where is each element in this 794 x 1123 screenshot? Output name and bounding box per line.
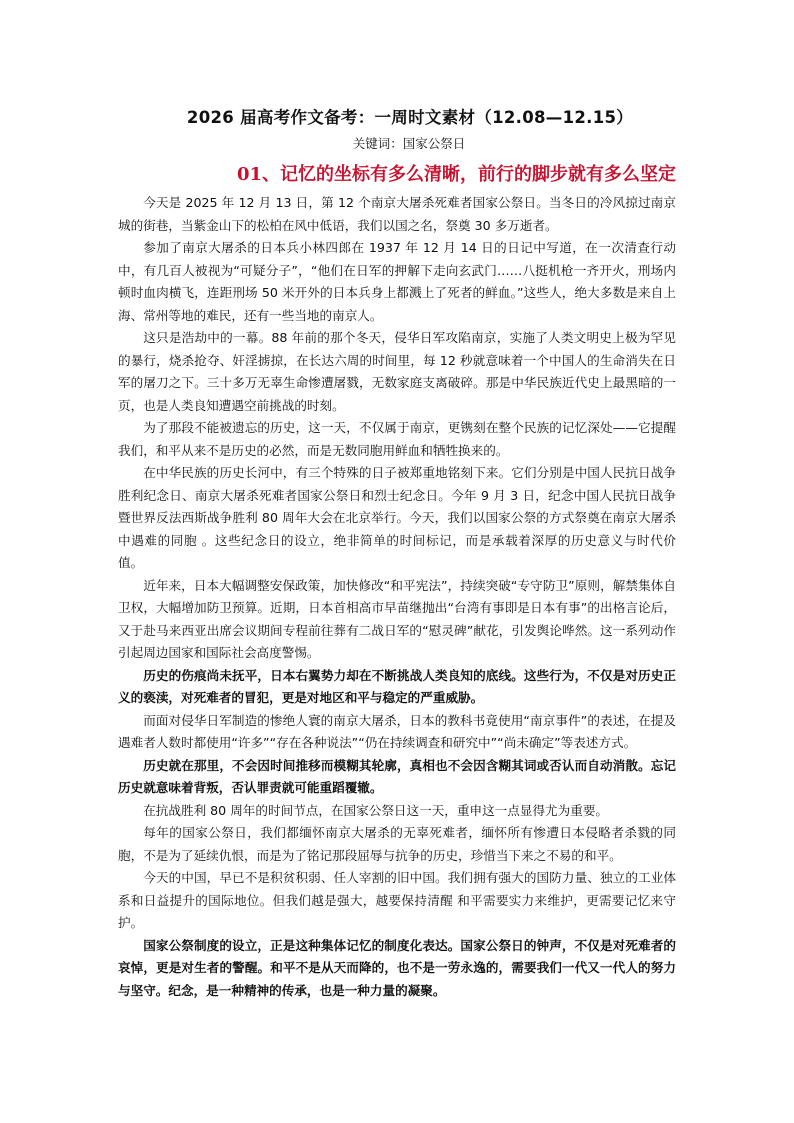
keywords-line: 关键词：国家公祭日 — [352, 136, 466, 151]
paragraph: 这只是浩劫中的一幕。88 年前的那个冬天，侵华日军攻陷南京，实施了人类文明史上极为罕见的暴行，烧杀抢夺、奸淫掳掠，在长达六周的时间里，每 12 秒就意味着一个中国人的生命消失在日军的屠刀之下。三十多万无辜生命惨遭屠戮，无数家庭支离破碎。那是中华民族近代史上最黑暗的一页，也是人类良知遭遇空前挑战的时刻。 — [118, 330, 676, 413]
section-heading: 01、记忆的坐标有多么清晰，前行的脚步就有多么坚定 — [236, 164, 676, 185]
paragraph: 每年的国家公祭日，我们都缅怀南京大屠杀的无辜死难者，缅怀所有惨遭日本侵略者杀戮的同胞，不是为了延续仇恨，而是为了铭记那段屈辱与抗争的历史，珍惜当下来之不易的和平。 — [118, 825, 676, 863]
paragraph: 今天的中国，早已不是积贫积弱、任人宰割的旧中国。我们拥有强大的国防力量、独立的工业体系和日益提升的国际地位。但我们越是强大，越要保持清醒 和平需要实力来维护，更需要记忆来守护。 — [118, 870, 676, 930]
emphasis-paragraph: 历史的伤痕尚未抚平，日本右翼势力却在不断挑战人类良知的底线。这些行为，不仅是对历史正义的亵渎，对死难者的冒犯，更是对地区和平与稳定的严重威胁。 — [118, 667, 676, 705]
paragraph: 今天是 2025 年 12 月 13 日，第 12 个南京大屠杀死难者国家公祭日。当冬日的冷风掠过南京城的街巷，当紫金山下的松柏在风中低语，我们以国之名，祭奠 30 多万逝者。 — [118, 195, 676, 233]
emphasis-paragraph: 历史就在那里，不会因时间推移而模糊其轮廓，真相也不会因含糊其词或否认而自动消散。忘记历史就意味着背叛，否认罪责就可能重蹈覆辙。 — [118, 757, 676, 795]
emphasis-paragraph: 国家公祭制度的设立，正是这种集体记忆的制度化表达。国家公祭日的钟声，不仅是对死难者的哀悼，更是对生者的警醒。和平不是从天而降的，也不是一劳永逸的，需要我们一代又一代人的努力与坚守。纪念，是一种精神的传承，也是一种力量的凝聚。 — [118, 937, 676, 998]
paragraph: 为了那段不能被遗忘的历史，这一天，不仅属于南京，更镌刻在整个民族的记忆深处——它提醒我们，和平从来不是历史的必然，而是无数同胞用鲜血和牺牲换来的。 — [118, 420, 676, 458]
document-title: 2026 届高考作文备考：一周时文素材（12.08—12.15） — [186, 108, 634, 127]
paragraph: 近年来，日本大幅调整安保政策，加快修改“和平宪法”，持续突破“专守防卫”原则，解禁集体自卫权，大幅增加防卫预算。近期，日本首相高市早苗继抛出“台湾有事即是日本有事”的出格言论后，又于赴马来西亚出席会议期间专程前往葬有二战日军的“慰灵碑”献花，引发舆论哗然。这一系列动作引起周边国家和国际社会高度警惕。 — [118, 577, 676, 660]
paragraph: 在抗战胜利 80 周年的时间节点，在国家公祭日这一天，重申这一点显得尤为重要。 — [143, 802, 609, 818]
paragraph: 参加了南京大屠杀的日本兵小林四郎在 1937 年 12 月 14 日的日记中写道，在一次清查行动中，有几百人被视为“可疑分子”，“他们在日军的押解下走向玄武门……八挺机枪一齐开火，刑场内顿时血肉横飞，连距刑场 50 米开外的日本兵身上都溅上了死者的鲜血。”这些人，绝大多数是来自上海、常州等地的难民，还有一些当地的南京人。 — [118, 240, 676, 323]
paragraph: 在中华民族的历史长河中，有三个特殊的日子被郑重地铭刻下来。它们分别是中国人民抗日战争胜利纪念日、南京大屠杀死难者国家公祭日和烈士纪念日。今年 9 月 3 日，纪念中国人民抗日战争暨世界反法西斯战争胜利 80 周年大会在北京举行。今天，我们以国家公祭的方式祭奠在南京大屠杀中遇难的同胞 。这些纪念日的设立，绝非简单的时间标记，而是承载着深厚的历史意义与时代价值。 — [118, 465, 676, 570]
document-page — [118, 104, 676, 1002]
paragraph: 而面对侵华日军制造的惨绝人寰的南京大屠杀，日本的教科书竟使用“南京事件”的表述，在提及遇难者人数时都使用“许多”“存在各种说法”“仍在持续调查和研究中”“尚未确定”等表述方式。 — [118, 712, 676, 750]
